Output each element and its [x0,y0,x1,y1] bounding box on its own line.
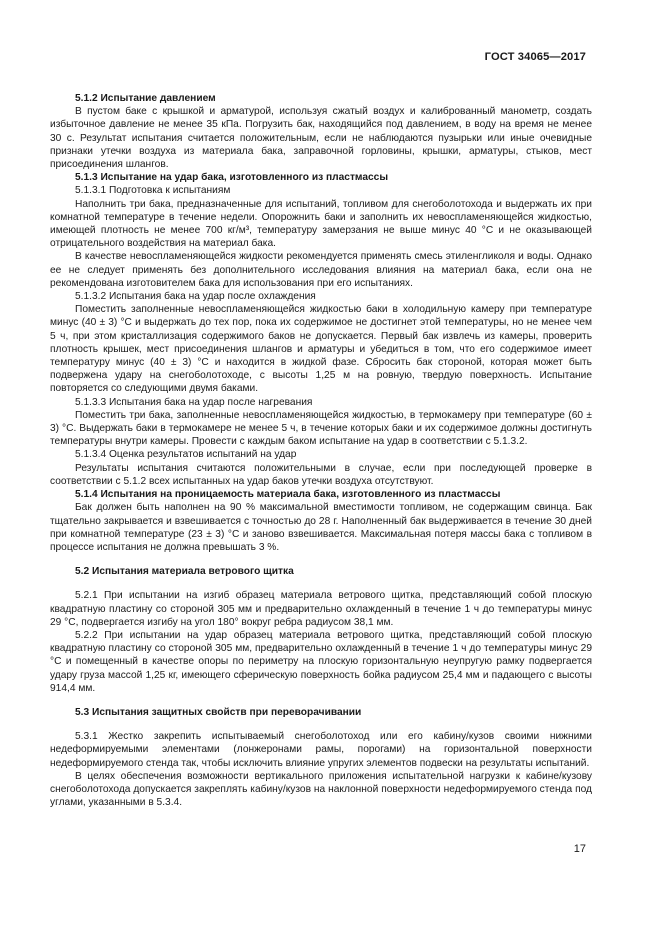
section-heading: 5.1.3 Испытание на удар бака, изготовленного из пластмассы [75,172,389,184]
section-heading: 5.3 Испытания защитных свойств при переворачивании [75,706,362,718]
paragraph: В целях обеспечения возможности вертикального приложения испытательной нагрузки к кабине/кузову снегоболотохода допускается закреплять кабину/кузов на наклонной поверхности недеформируемого стенда под углами, указанными в 5.3.4. [50,770,592,809]
paragraph: Результаты испытания считаются положительными в случае, если при последующей проверке в соответствии с 5.1.2 всех испытанных на удар баков утечки воздуха отсутствуют. [50,462,592,487]
section-heading: 5.1.2 Испытание давлением [75,93,216,104]
paragraph: 5.3.1 Жестко закрепить испытываемый снегоболотоход или его кабину/кузов своими нижними недеформируемыми элементами (лонжеронами рамы, порогами) на горизонтальной поверхности недеформируемого стенда так, чтобы исключить влияние упругих элементов подвески на результаты испытаний. [50,731,592,769]
page-number: 17 [573,843,586,855]
section-heading: 5.1.4 Испытания на проницаемость материала бака, изготовленного из пластмассы [75,489,501,501]
paragraph: 5.1.3.3 Испытания бака на удар после нагревания [75,396,313,408]
paragraph: 5.2.2 При испытании на удар образец материала ветрового щитка, представляющий собой плоскую квадратную пластину со стороной 305 мм, предварительно охлажденный в течение 1 ч до температуры минус 29 °С и помещенный в качестве опоры по периметру на плоскую горизонтальную неупругую рамку подвергается удару груза массой 1,25 кг, имеющего сферическую поверхность бойка радиусом 25,4 мм и падающего с высоты 914,4 мм. [50,629,592,694]
paragraph: 5.1.3.2 Испытания бака на удар после охлаждения [75,291,316,303]
paragraph: 5.1.3.4 Оценка результатов испытаний на удар [75,449,297,461]
paragraph: Поместить три бака, заполненные невоспламеняющейся жидкостью, в термокамеру при температуре (60 ± 3) °С. Выдержать баки в термокамере не менее 5 ч, в течение которых баки и их содержимое должны достигнуть температуры внутри камеры. Провести с каждым баком испытание на удар в соответствии с 5.1.3.2. [50,409,592,448]
paragraph: В пустом баке с крышкой и арматурой, используя сжатый воздух и калиброванный манометр, создать избыточное давление не менее 35 кПа. Погрузить бак, находящийся под давлением, в воду на время не менее 30 с. Результат испытания считается положительным, если не наблюдаются пузырьки или иные очевидные признаки утечки воздуха из материала бака, заправочной горловины, крышки, арматуры, стыков, мест присоединения шлангов. [50,106,592,171]
paragraph: Наполнить три бака, предназначенные для испытаний, топливом для снегоболотохода и выдержать их при комнатной температуре в течение недели. Опорожнить баки и заполнить их невоспламеняющейся жидкостью, имеющей плотность не менее 700 кг/м³, температуру замерзания не выше минус 40 °С и не оказывающей отрицательного воздействия на материал бака. [50,198,592,250]
section-heading: 5.2 Испытания материала ветрового щитка [75,566,294,578]
standard-code-header: ГОСТ 34065—2017 [484,51,586,63]
paragraph: Поместить заполненные невоспламеняющейся жидкостью баки в холодильную камеру при температуре минус (40 ± 3) °С и выдержать до тех пор, пока их содержимое не достигнет этой температуры, но не менее чем 5 ч, при этом кристаллизация содержимого баков не допускается. Первый бак извлечь из камеры, проверить плотность крышек, мест присоединения шлангов и арматуры и убедиться в том, что его содержимое имеет температуру минус (40 ± 3) °С и находится в жидкой фазе. Сбросить бак стороной, которая может быть подвержена удару на снегоболотоходе, с высоты 1,25 м на ровную, твердую поверхность. Испытание повторяется со следующими двумя баками. [50,304,592,395]
paragraph: В качестве невоспламеняющейся жидкости рекомендуется применять смесь этиленгликоля и воды. Однако ее не следует применять без дополнительного исследования влияния на материал бака, если она не рекомендована изготовителем бака для использования при его испытаниях. [50,251,592,289]
paragraph: 5.1.3.1 Подготовка к испытаниям [75,185,231,197]
paragraph: 5.2.1 При испытании на изгиб образец материала ветрового щитка, представляющий собой плоскую квадратную пластину со стороной 305 мм и предварительно охлажденный в течение 1 ч до температуры минус 29 °С, подвергается изгибу на угол 180° вокруг ребра радиусом 38,1 мм. [50,590,592,628]
document-body [50,92,592,809]
paragraph: Бак должен быть наполнен на 90 % максимальной вместимости топливом, не содержащим свинца. Бак тщательно закрывается и взвешивается с точностью до 28 г. Наполненный бак выдерживается в течение 30 дней при комнатной температуре (23 ± 3) °С и заново взвешивается. Максимальная потеря массы бака с топливом в процессе испытания не должна превышать 3 %. [50,502,592,553]
